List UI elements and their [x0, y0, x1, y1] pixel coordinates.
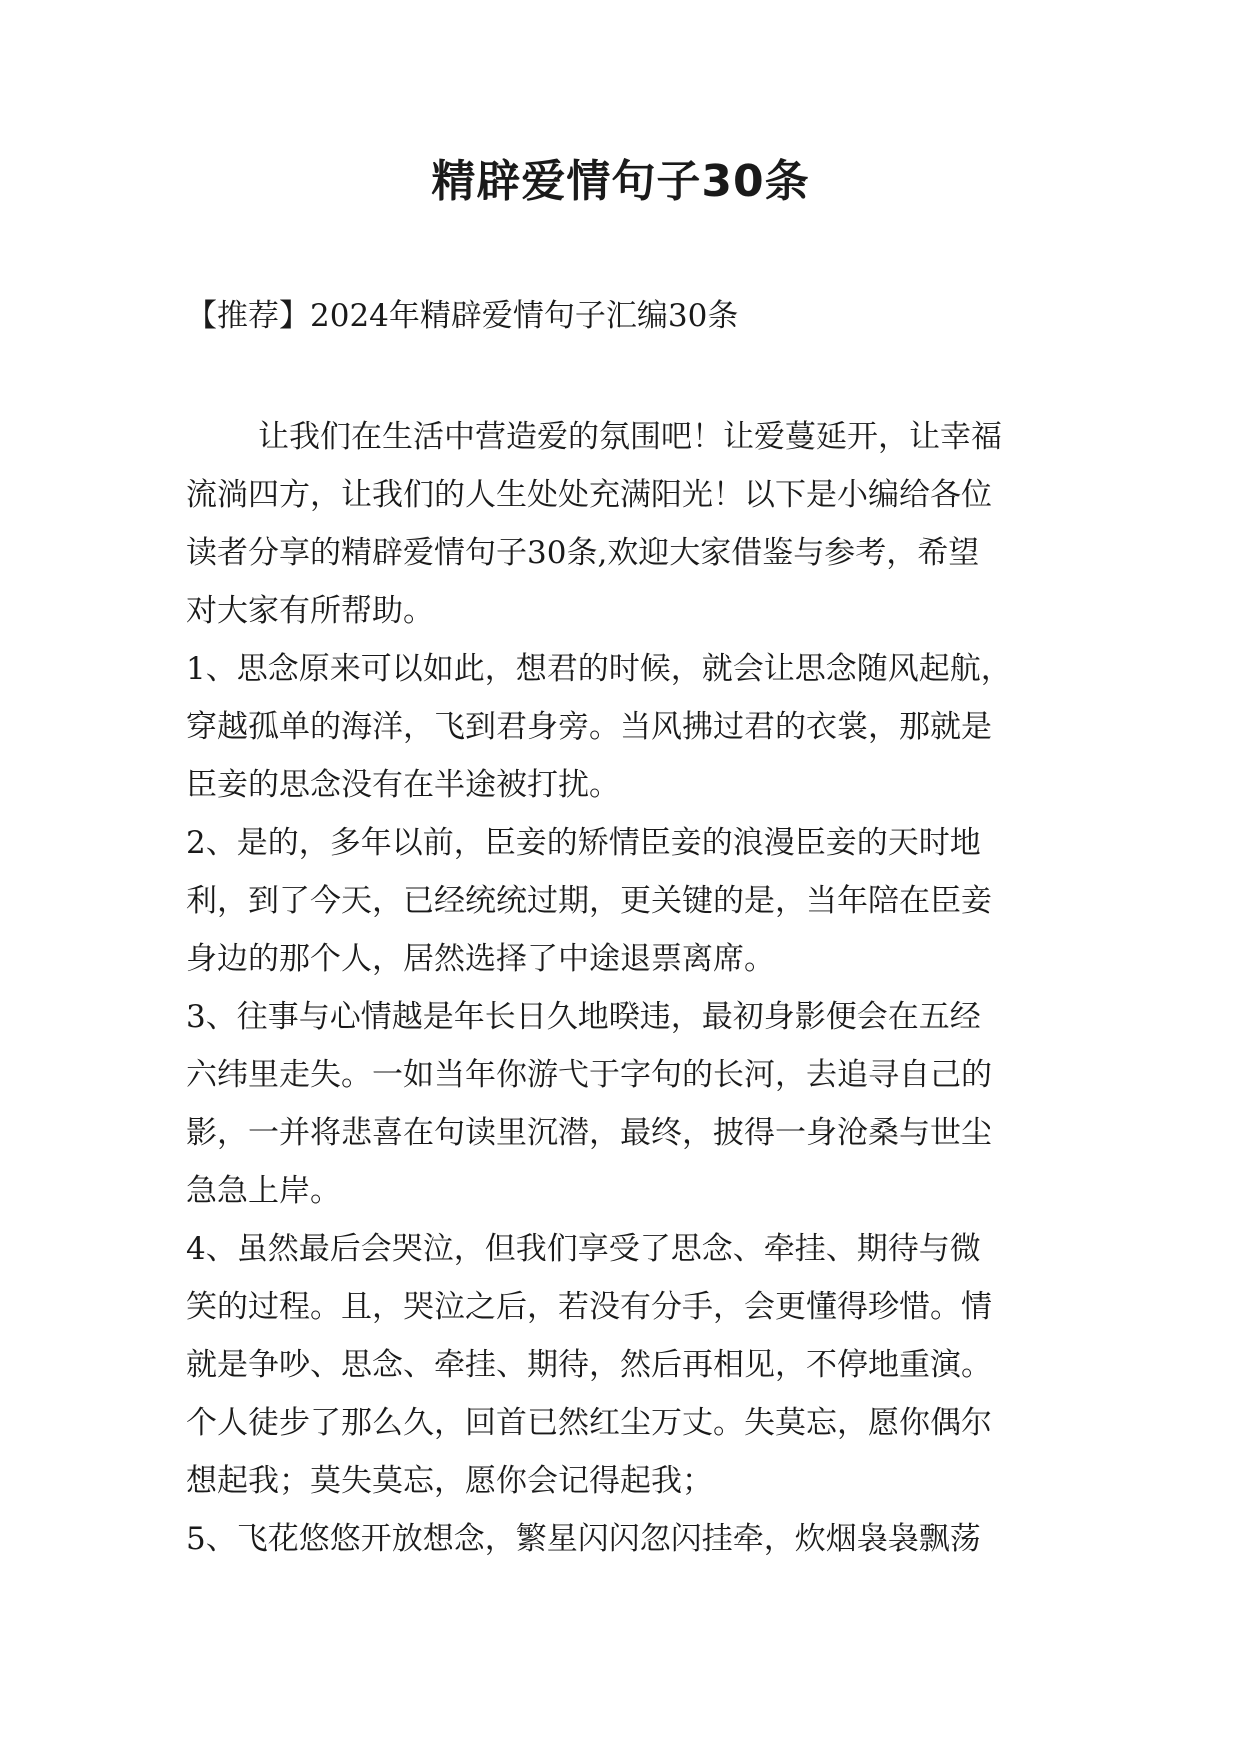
body-line: 读者分享的精辟爱情句子30条,欢迎大家借鉴与参考，希望 — [186, 535, 980, 571]
body-line: 利，到了今天，已经统统过期，更关键的是，当年陪在臣妾 — [186, 883, 992, 919]
body-line: 就是争吵、思念、牵挂、期待，然后再相见，不停地重演。 — [186, 1347, 992, 1383]
body-line: 急急上岸。 — [186, 1173, 341, 1209]
body-line: 流淌四方，让我们的人生处处充满阳光！以下是小编给各位 — [186, 477, 992, 513]
body-line: 身边的那个人，居然选择了中途退票离席。 — [186, 941, 775, 977]
body-line: 臣妾的思念没有在半途被打扰。 — [186, 767, 620, 803]
document-body — [186, 408, 1066, 1568]
document-title: 精辟爱情句子30条 — [431, 156, 810, 207]
body-line: 让我们在生活中营造爱的氛围吧！让爱蔓延开，让幸福 — [258, 419, 1002, 455]
body-line: 对大家有所帮助。 — [186, 593, 434, 629]
document-subtitle: 【推荐】2024年精辟爱情句子汇编30条 — [186, 298, 739, 334]
body-line: 笑的过程。且，哭泣之后，若没有分手，会更懂得珍惜。情 — [186, 1289, 992, 1325]
body-line: 5、飞花悠悠开放想念，繁星闪闪忽闪挂牵，炊烟袅袅飘荡 — [186, 1521, 981, 1557]
body-line: 4、虽然最后会哭泣，但我们享受了思念、牵挂、期待与微 — [186, 1231, 981, 1267]
body-line: 穿越孤单的海洋，飞到君身旁。当风拂过君的衣裳，那就是 — [186, 709, 992, 745]
body-line: 想起我；莫失莫忘，愿你会记得起我； — [186, 1463, 713, 1499]
body-line: 2、是的，多年以前，臣妾的矫情臣妾的浪漫臣妾的天时地 — [186, 825, 981, 861]
body-line: 个人徒步了那么久，回首已然红尘万丈。失莫忘，愿你偶尔 — [186, 1405, 992, 1441]
body-line: 1、思念原来可以如此，想君的时候，就会让思念随风起航， — [186, 651, 1012, 687]
body-line: 六纬里走失。一如当年你游弋于字句的长河，去追寻自己的 — [186, 1057, 992, 1093]
body-line: 3、往事与心情越是年长日久地暌违，最初身影便会在五经 — [186, 999, 981, 1035]
body-line: 影，一并将悲喜在句读里沉潜，最终，披得一身沧桑与世尘 — [186, 1115, 992, 1151]
